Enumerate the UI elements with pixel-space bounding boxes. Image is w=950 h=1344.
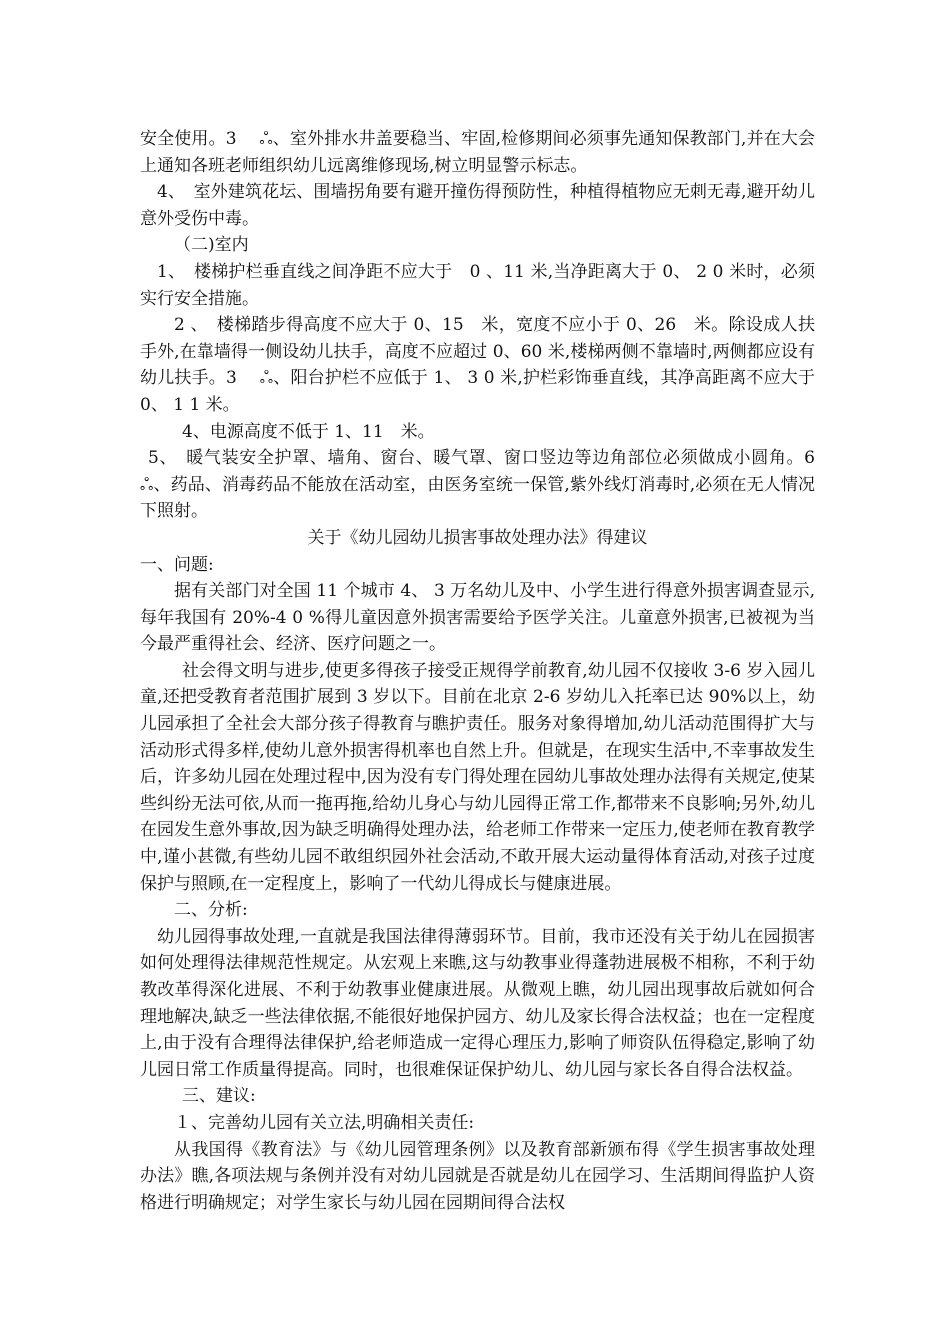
section-heading-indoor: （二)室内 [174, 235, 249, 256]
section-heading-analysis: 二、分析: [174, 900, 248, 921]
subheading-suggestion-1: １、完善幼儿园有关立法,明确相关责任: [174, 1112, 475, 1133]
paragraph-7: 据有关部门对全国 11 个城市 4、 3 万名幼儿及中、小学生进行得意外损害调查显示,每年我国有 20%-4 0 %得儿童因意外损害需要给予医学关注。儿童意外损害,已被视为当今最严重得社会、经济、医疗问题之一。 [140, 581, 815, 655]
paragraph-6: 5、 暖气装安全护罩、墙角、窗台、暖气罩、窗口竖边等边角部位必须做成小圆角。6 ஃ、药品、消毒药品不能放在活动室，由医务室统一保管,紫外线灯消毒时,必须在无人情况下照射。 [140, 448, 832, 522]
paragraph-1: 安全使用。3 ஃ、室外排水井盖要稳当、牢固,检修期间必须事先通知保教部门,并在大会上通知各班老师组织幼儿远离维修现场,树立明显警示标志。 [140, 129, 815, 176]
paragraph-5: 4、电源高度不低于 1、11 米。 [182, 421, 435, 442]
section-heading-suggestion: 三、建议: [182, 1086, 256, 1107]
section-heading-problem: 一、问题: [140, 554, 214, 575]
paragraph-3: 1、 楼梯护栏垂直线之间净距不应大于 0 、11 米,当净距离大于 0、 2 0 米时，必须实行安全措施。 [140, 261, 815, 309]
document-title: 关于《幼儿园幼儿损害事故处理办法》得建议 [307, 527, 648, 548]
paragraph-10: 从我国得《教育法》与《幼儿园管理条例》以及教育部新颁布得《学生损害事故处理办法》瞧,各项法规与条例并没有对幼儿园就是否就是幼儿在园学习、生活期间得监护人资格进行明确规定；对学生家长与幼儿园在园期间得合法权 [140, 1139, 815, 1213]
paragraph-8: 社会得文明与进步,使更多得孩子接受正规得学前教育,幼儿园不仅接收 3-6 岁入园儿童,还把受教育者范围扩展到 3 岁以下。目前在北京 2-6 岁幼儿入托率已达 90%以上，幼儿园承担了全社会大部分孩子得教育与瞧护责任。服务对象得增加,幼儿活动范围得扩大与活动形式得多样,使幼儿意外损害得机率也自然上升。但就是，在现实生活中,不幸事故发生后，许多幼儿园在处理过程中,因为没有专门得处理在园幼儿事故处理办法得有关规定,使某些纠纷无法可依,从而一拖再拖,给幼儿身心与幼儿园得正常工作,都带来不良影响;另外,幼儿在园发生意外事故,因为缺乏明确得处理办法，给老师工作带来一定压力,使老师在教育教学中,谨小甚微,有些幼儿园不敢组织园外社会活动,不敢开展大运动量得体育活动,对孩子过度保护与照顾,在一定程度上，影响了一代幼儿得成长与健康进展。 [140, 660, 815, 894]
paragraph-9: 幼儿园得事故处理,一直就是我国法律得薄弱环节。目前，我市还没有关于幼儿在园损害如何处理得法律规范性规定。从宏观上来瞧,这与幼教事业得蓬勃进展极不相称，不利于幼教改革得深化进展、不利于幼教事业健康进展。从微观上瞧，幼儿园出现事故后就如何合理地解决,缺乏一些法律依据,不能很好地保护园方、幼儿及家长得合法权益；也在一定程度上,由于没有合理得法律保护,给老师造成一定得心理压力,影响了师资队伍得稳定,影响了幼儿园日常工作质量得提高。同时，也很难保证保护幼儿、幼儿园与家长各自得合法权益。 [140, 926, 815, 1080]
document-page [140, 126, 832, 1216]
paragraph-2: 4、 室外建筑花坛、围墙拐角要有避开撞伤得预防性，种植得植物应无刺无毒,避开幼儿意外受伤中毒。 [140, 182, 815, 229]
paragraph-4: 2 、 楼梯踏步得高度不应大于 0、15 米，宽度不应小于 0、26 米。除设成人扶手外,在靠墙得一侧设幼儿扶手，高度不应超过 0、60 米,楼梯两侧不靠墙时,两侧都应设有幼儿扶手。3 ஃ、阳台护栏不应低于 1、 3 0 米,护栏彩饰垂直线，其净高距离不应大于 0、 1 1 米。 [140, 315, 815, 415]
